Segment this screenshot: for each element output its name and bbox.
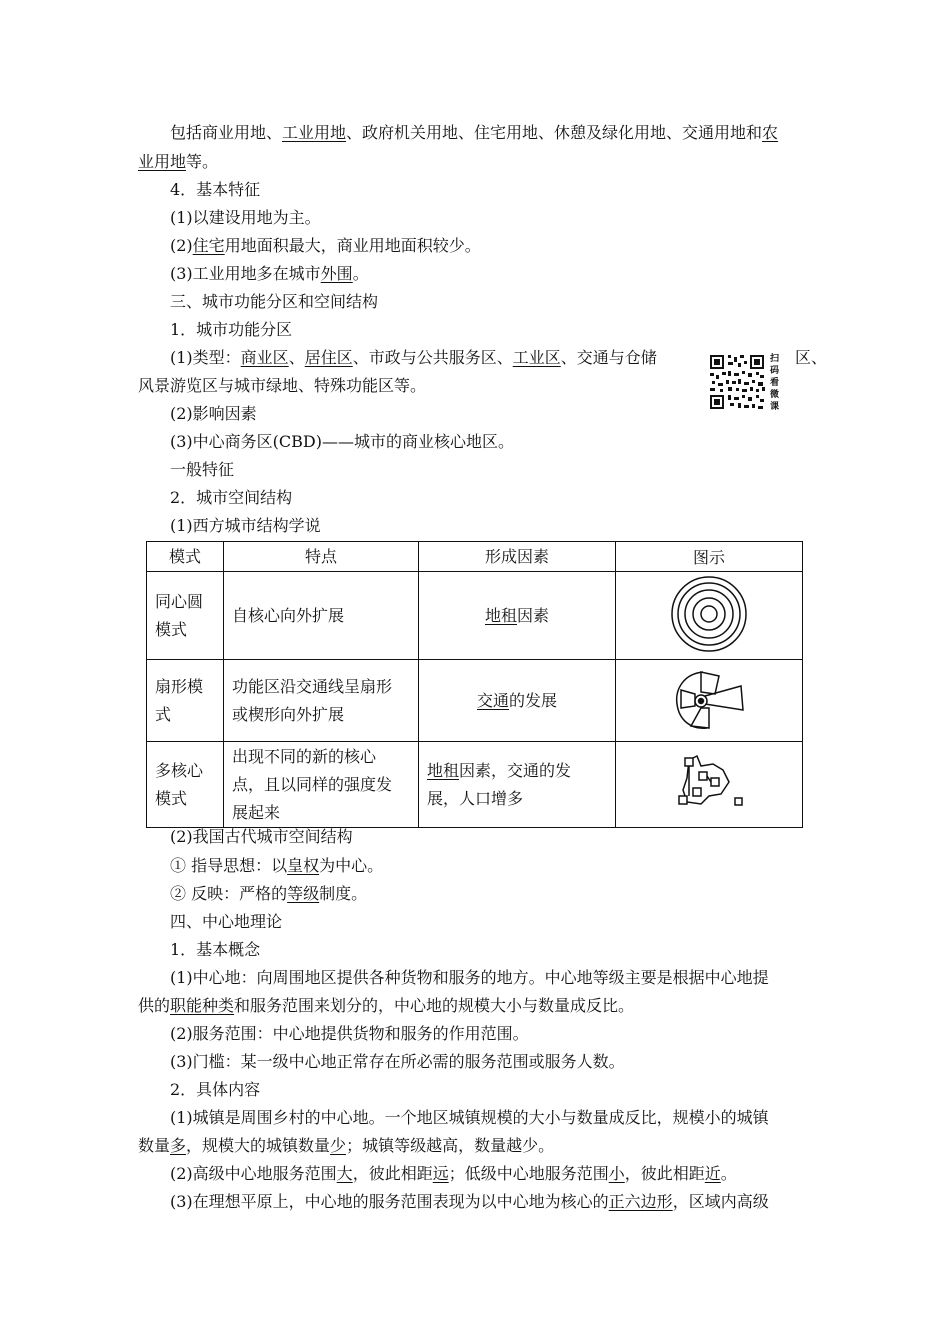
header-factor: 形成因素 — [419, 542, 616, 572]
western-theories: (1)西方城市结构学说 — [170, 516, 321, 535]
ancient-structure: (2)我国古代城市空间结构 — [170, 827, 353, 846]
feature-cell: 自核心向外扩展 — [224, 572, 419, 660]
zone-types-cont: 风景游览区与城市绿地、特殊功能区等。 — [138, 376, 427, 395]
table-header-row — [147, 542, 803, 572]
general-features: 一般特征 — [170, 460, 235, 479]
high-level-statement: (2)高级中心地服务范围大，彼此相距远；低级中心地服务范围小，彼此相距近。 — [170, 1164, 737, 1183]
qr-code[interactable] — [708, 353, 786, 419]
urban-structure-table — [146, 541, 803, 828]
qr-label: 扫码看微课 — [770, 354, 780, 412]
threshold-def: (3)门槛：某一级中心地正常存在所必需的服务范围或服务人数。 — [170, 1052, 625, 1071]
feature-cell: 出现不同的新的核心 点，且以同样的强度发 展起来 — [224, 742, 419, 828]
mode-cell: 多核心 模式 — [147, 742, 224, 828]
basic-concepts: 1．基本概念 — [170, 940, 261, 959]
header-figure: 图示 — [616, 542, 803, 572]
section-4-heading: 四、中心地理论 — [170, 912, 283, 931]
feature-2: (2)住宅用地面积最大，商业用地面积较少。 — [170, 236, 481, 255]
influencing-factors: (2)影响因素 — [170, 404, 257, 423]
feature-1: (1)以建设用地为主。 — [170, 208, 321, 227]
multi-nuclei-diagram — [616, 742, 803, 828]
zone-types: (1)类型：商业区、居住区、市政与公共服务区、工业区、交通与仓储 — [170, 348, 657, 367]
table-row — [147, 660, 803, 742]
subsection-spatial-structure: 2．城市空间结构 — [170, 488, 293, 507]
cbd-line: (3)中心商务区(CBD)——城市的商业核心地区。 — [170, 432, 514, 451]
feature-cell: 功能区沿交通线呈扇形 或楔形向外扩展 — [224, 660, 419, 742]
sector-diagram — [616, 660, 803, 742]
ideal-plain-statement: (3)在理想平原上，中心地的服务范围表现为以中心地为核心的正六边形，区域内高级 — [170, 1192, 769, 1211]
guiding-ideology: ① 指导思想：以皇权为中心。 — [170, 856, 384, 875]
factor-cell: 地租因素 — [419, 572, 616, 660]
central-place-def-cont: 供的职能种类和服务范围来划分的，中心地的规模大小与数量成反比。 — [138, 996, 635, 1015]
subsection-functional-zones: 1．城市功能分区 — [170, 320, 293, 339]
town-statement: (1)城镇是周围乡村的中心地。一个地区城镇规模的大小与数量成反比，规模小的城镇 — [170, 1108, 769, 1127]
factor-cell: 交通的发展 — [419, 660, 616, 742]
mode-cell: 同心圆 模式 — [147, 572, 224, 660]
section-3-heading: 三、城市功能分区和空间结构 — [170, 292, 379, 311]
zone-types-end: 区、 — [795, 348, 828, 367]
concentric-rings-icon — [669, 574, 749, 654]
table-row — [147, 742, 803, 828]
sector-model-icon — [671, 664, 747, 734]
reflection: ② 反映：严格的等级制度。 — [170, 884, 368, 903]
table-row — [147, 572, 803, 660]
heading-basic-features: 4．基本特征 — [170, 180, 261, 199]
feature-3: (3)工业用地多在城市外围。 — [170, 264, 369, 283]
concentric-diagram — [616, 572, 803, 660]
header-mode: 模式 — [147, 542, 224, 572]
service-range-def: (2)服务范围：中心地提供货物和服务的作用范围。 — [170, 1024, 529, 1043]
paragraph-land-use-cont: 业用地等。 — [138, 152, 219, 171]
town-statement-cont: 数量多，规模大的城镇数量少；城镇等级越高，数量越少。 — [138, 1136, 555, 1155]
specific-content: 2．具体内容 — [170, 1080, 261, 1099]
mode-cell: 扇形模 式 — [147, 660, 224, 742]
central-place-def: (1)中心地：向周围地区提供各种货物和服务的地方。中心地等级主要是根据中心地提 — [170, 968, 769, 987]
multi-nuclei-icon — [671, 752, 747, 814]
factor-cell: 地租因素，交通的发 展，人口增多 — [419, 742, 616, 828]
paragraph-land-use: 包括商业用地、工业用地、政府机关用地、住宅用地、休憩及绿化用地、交通用地和农 — [170, 123, 779, 142]
header-feature: 特点 — [224, 542, 419, 572]
